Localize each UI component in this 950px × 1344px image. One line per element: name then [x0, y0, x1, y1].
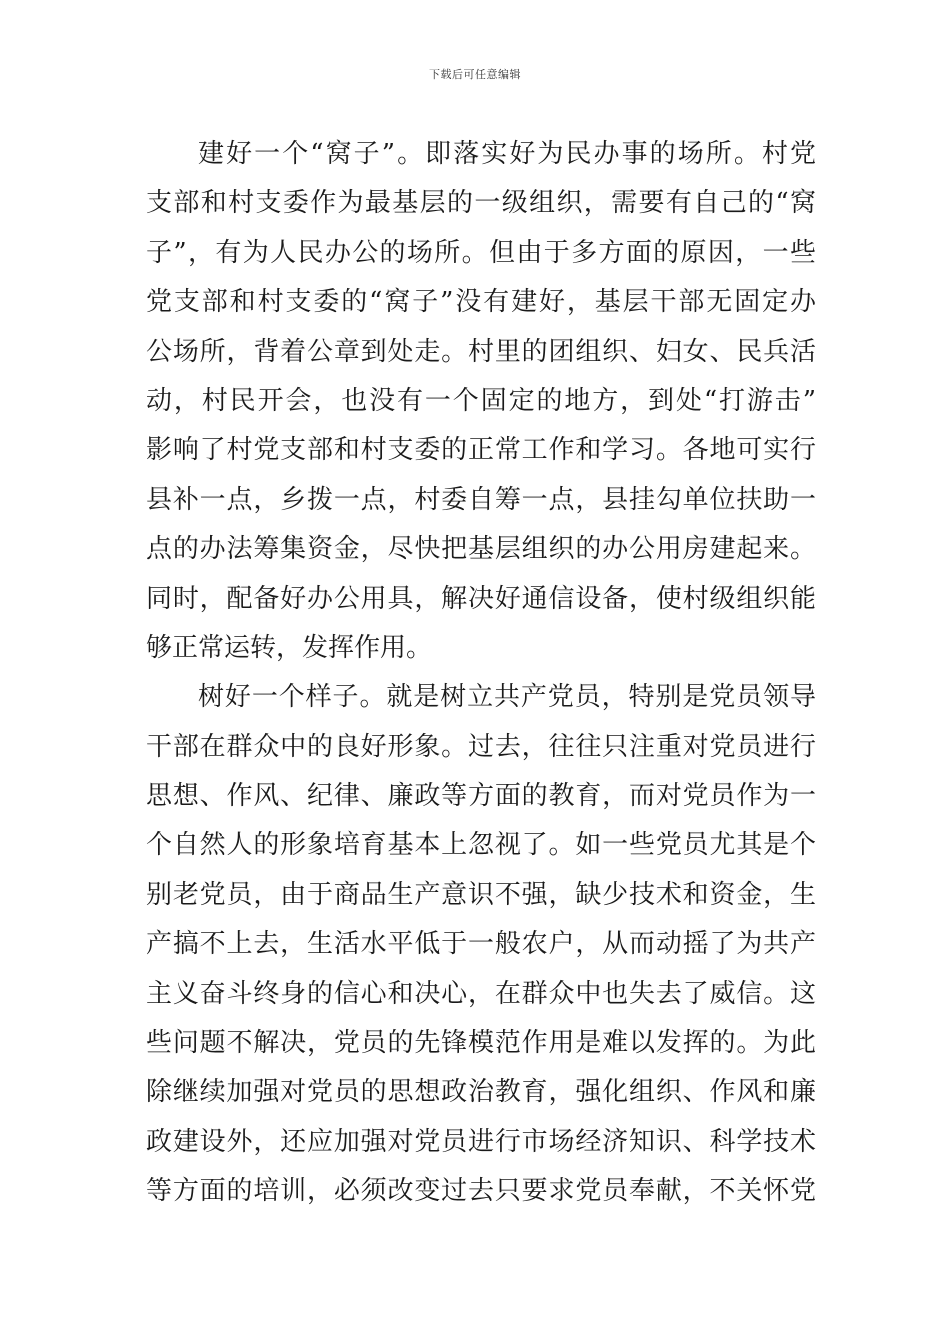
text-line: 除继续加强对党员的思想政治教育，强化组织、作风和廉 [146, 1077, 816, 1108]
text-line: 等方面的培训，必须改变过去只要求党员奉献，不关怀党 [146, 1176, 816, 1207]
text-line: 公场所，背着公章到处走。村里的团组织、妇女、民兵活 [146, 336, 816, 367]
text-line: 影响了村党支部和村支委的正常工作和学习。各地可实行 [146, 435, 816, 466]
text-line: 树好一个样子。就是树立共产党员，特别是党员领导 [198, 682, 816, 713]
text-line: 产搞不上去，生活水平低于一般农户，从而动摇了为共产 [146, 929, 816, 960]
text-line: 建好一个“窝子”。即落实好为民办事的场所。村党 [198, 139, 816, 169]
text-line: 县补一点，乡拨一点，村委自筹一点，县挂勾单位扶助一 [146, 484, 816, 515]
text-line: 够正常运转，发挥作用。 [146, 632, 433, 663]
text-line: 同时，配备好办公用具，解决好通信设备，使村级组织能 [146, 583, 816, 614]
text-line: 别老党员，由于商品生产意识不强，缺少技术和资金，生 [146, 879, 816, 910]
text-line: 些问题不解决，党员的先锋模范作用是难以发挥的。为此 [146, 1028, 816, 1059]
text-line: 子”，有为人民办公的场所。但由于多方面的原因，一些 [146, 237, 816, 268]
text-line: 政建设外，还应加强对党员进行市场经济知识、科学技术 [146, 1126, 816, 1157]
text-line: 干部在群众中的良好形象。过去，往往只注重对党员进行 [146, 731, 816, 762]
paragraph-office-space [146, 130, 816, 673]
paragraph-party-image [146, 673, 816, 1216]
text-line: 个自然人的形象培育基本上忽视了。如一些党员尤其是个 [146, 830, 816, 861]
text-line: 支部和村支委作为最基层的一级组织，需要有自己的“窝 [146, 188, 816, 219]
text-line: 点的办法筹集资金，尽快把基层组织的办公用房建起来。 [146, 534, 816, 565]
page-header-note: 下载后可任意编辑 [429, 68, 521, 81]
text-line: 思想、作风、纪律、廉政等方面的教育，而对党员作为一 [146, 781, 816, 812]
text-line: 党支部和村支委的“窝子”没有建好，基层干部无固定办 [146, 287, 816, 318]
text-line: 动，村民开会，也没有一个固定的地方，到处“打游击” [146, 385, 816, 416]
document-body [146, 130, 816, 1217]
text-line: 主义奋斗终身的信心和决心，在群众中也失去了威信。这 [146, 978, 816, 1009]
